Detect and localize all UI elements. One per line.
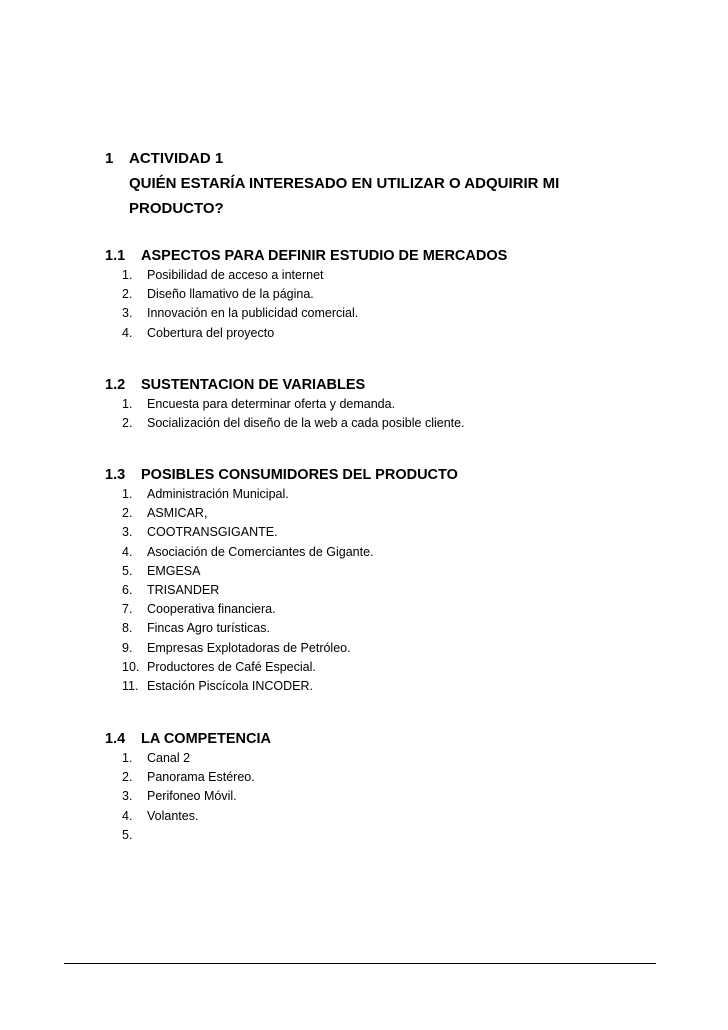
list-item-text: EMGESA	[147, 563, 201, 578]
list-item-number: 2.	[122, 287, 133, 302]
list-item-text: COOTRANSGIGANTE.	[147, 525, 278, 540]
list-item-number: 3.	[122, 306, 133, 321]
section-title-text: SUSTENTACION DE VARIABLES	[141, 377, 366, 393]
section-title	[105, 375, 665, 395]
list-item-number: 2.	[122, 506, 133, 521]
numbered-list	[122, 266, 665, 343]
list-item-number: 10.	[122, 659, 140, 674]
list-item-number: 9.	[122, 640, 133, 655]
list-item-number: 1.	[122, 487, 133, 501]
list-item	[122, 619, 665, 638]
list-item	[122, 768, 665, 787]
list-item-number: 4.	[122, 808, 133, 823]
list-item-number: 5.	[122, 563, 133, 578]
list-item-text: Cooperativa financiera.	[147, 602, 276, 617]
list-item-number: 3.	[122, 525, 133, 540]
numbered-list	[122, 395, 665, 433]
footer-rule	[64, 963, 656, 964]
list-item-text: Canal 2	[147, 751, 191, 765]
section-consumidores	[105, 465, 665, 696]
list-item-number: 2.	[122, 416, 133, 431]
list-item	[122, 658, 665, 677]
list-item	[122, 285, 665, 304]
main-heading	[105, 146, 605, 221]
list-item	[122, 395, 665, 414]
main-heading-line: QUIÉN ESTARÍA INTERESADO EN UTILIZAR O ADQUIRIR MI	[129, 175, 560, 192]
list-item	[122, 266, 665, 285]
list-item-text: Administración Municipal.	[147, 487, 289, 501]
list-item	[122, 543, 665, 562]
numbered-list	[122, 485, 665, 696]
section-title	[105, 465, 665, 485]
section-title-text: LA COMPETENCIA	[141, 731, 271, 747]
section-number: 1.4	[105, 731, 126, 747]
list-item-text: ASMICAR,	[147, 506, 208, 521]
list-item-text: Fincas Agro turísticas.	[147, 621, 270, 636]
list-item	[122, 639, 665, 658]
list-item	[122, 600, 665, 619]
list-item-number: 6.	[122, 583, 133, 598]
section-title-text: ASPECTOS PARA DEFINIR ESTUDIO DE MERCADOS	[141, 248, 508, 264]
list-item-text: Perifoneo Móvil.	[147, 789, 237, 804]
section-competencia	[105, 729, 665, 842]
list-item-text: Panorama Estéreo.	[147, 770, 255, 785]
list-item	[122, 749, 665, 768]
list-item-text: Encuesta para determinar oferta y demanda.	[147, 397, 396, 411]
section-title	[105, 246, 665, 266]
list-item-number: 1.	[122, 268, 133, 282]
list-item-number: 7.	[122, 602, 133, 617]
list-item-text: TRISANDER	[147, 583, 220, 598]
main-heading-number: 1	[105, 150, 114, 167]
section-aspectos	[105, 246, 665, 343]
main-heading-line: ACTIVIDAD 1	[129, 150, 224, 167]
list-item-number: 1.	[122, 397, 133, 411]
list-item	[122, 304, 665, 323]
list-item	[122, 414, 665, 433]
section-title	[105, 729, 665, 749]
list-item-number: 8.	[122, 621, 133, 636]
section-sustentacion	[105, 375, 665, 433]
list-item-text: Asociación de Comerciantes de Gigante.	[147, 544, 374, 559]
list-item-text: Empresas Explotadoras de Petróleo.	[147, 640, 351, 655]
list-item	[122, 581, 665, 600]
numbered-list	[122, 749, 665, 842]
list-item-number: 2.	[122, 770, 133, 785]
list-item-number: 3.	[122, 789, 133, 804]
list-item	[122, 807, 665, 826]
list-item-text: Productores de Café Especial.	[147, 659, 316, 674]
list-item	[122, 523, 665, 542]
list-item	[122, 324, 665, 343]
section-number: 1.3	[105, 467, 126, 483]
list-item-text: Innovación en la publicidad comercial.	[147, 306, 359, 321]
list-item-number: 4.	[122, 325, 133, 340]
list-item-number: 4.	[122, 544, 133, 559]
list-item-number: 5.	[122, 827, 133, 842]
section-number: 1.2	[105, 377, 126, 393]
list-item-text: Cobertura del proyecto	[147, 325, 275, 340]
main-heading-line: PRODUCTO?	[129, 200, 224, 217]
list-item	[122, 787, 665, 806]
list-item	[122, 677, 665, 696]
section-title-text: POSIBLES CONSUMIDORES DEL PRODUCTO	[141, 467, 458, 483]
list-item-number: 11.	[122, 679, 139, 694]
list-item-text: Socialización del diseño de la web a cada posible cliente.	[147, 416, 465, 431]
list-item	[122, 562, 665, 581]
list-item	[122, 485, 665, 504]
list-item-text: Diseño llamativo de la página.	[147, 287, 314, 302]
list-item-number: 1.	[122, 751, 133, 765]
list-item-text: Posibilidad de acceso a internet	[147, 268, 324, 282]
section-number: 1.1	[105, 248, 126, 264]
list-item-text: Volantes.	[147, 808, 199, 823]
list-item	[122, 504, 665, 523]
list-item-text: Estación Piscícola INCODER.	[147, 679, 314, 694]
